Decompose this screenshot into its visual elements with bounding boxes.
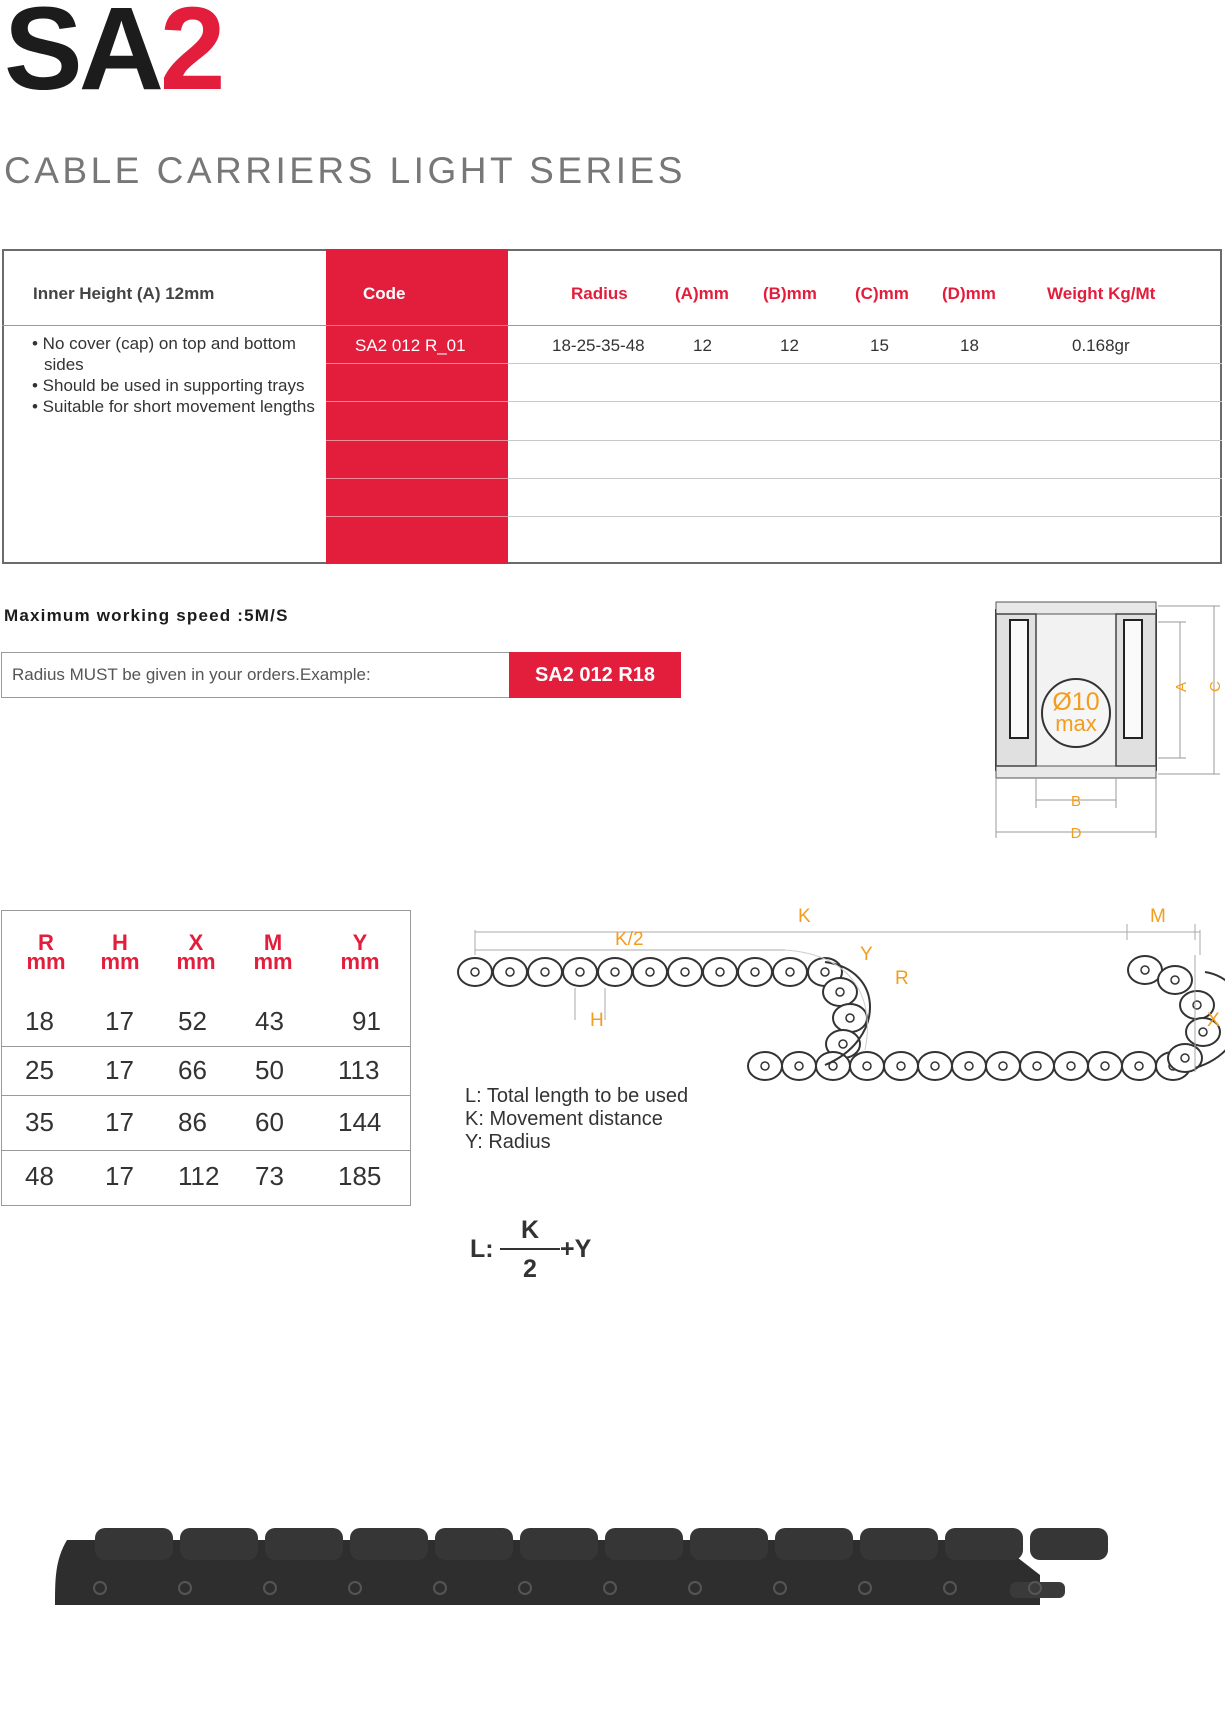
chain-link: [458, 958, 492, 986]
dim-cell: 17: [105, 1107, 134, 1137]
spec-row-divider: [508, 516, 1222, 517]
chain-link: [563, 958, 597, 986]
chain-link: [1122, 1052, 1156, 1080]
order-example-code: SA2 012 R18: [509, 652, 681, 698]
label-k: K: [798, 906, 811, 927]
title-prefix: SA: [4, 0, 160, 115]
dim-cell: 17: [105, 1055, 134, 1085]
chain-link: [1088, 1052, 1122, 1080]
cell-b: 12: [780, 336, 799, 355]
dim-cell: 91: [352, 1006, 381, 1036]
dim-cell: 185: [338, 1161, 382, 1191]
chain-segment: [775, 1528, 853, 1560]
code-row-divider: [326, 440, 508, 441]
code-row-divider: [326, 516, 508, 517]
dim-c-label: C: [1207, 681, 1224, 692]
inner-height-label: Inner Height (A) 12mm: [33, 284, 215, 303]
chain-link: [1158, 966, 1192, 994]
cell-code: SA2 012 R_01: [355, 336, 466, 355]
legend: [465, 1085, 688, 1154]
dim-row-divider: [1, 1046, 411, 1047]
cell-a: 12: [693, 336, 712, 355]
feature-item: • Suitable for short movement lengths: [32, 397, 315, 416]
cell-radius: 18-25-35-48: [552, 336, 645, 355]
dim-cell: 25: [25, 1055, 54, 1085]
spec-row-divider: [508, 401, 1222, 402]
chain-link: [738, 958, 772, 986]
chain-link: [1128, 956, 1162, 984]
dim-cell: 112: [178, 1161, 220, 1191]
dim-cell: 52: [178, 1006, 207, 1036]
cell-c: 15: [870, 336, 889, 355]
code-row-divider: [326, 401, 508, 402]
header-a: (A)mm: [675, 284, 729, 303]
dim-cell: 35: [25, 1107, 54, 1137]
label-h: H: [590, 1010, 604, 1031]
chain-link: [918, 1052, 952, 1080]
dim-header-unit: mm: [253, 949, 293, 974]
feature-item: • No cover (cap) on top and bottom sides: [32, 334, 296, 374]
chain-segment: [180, 1528, 258, 1560]
chain-segment: [520, 1528, 598, 1560]
label-y: Y: [860, 944, 873, 965]
dim-header-r: [11, 930, 81, 974]
chain-link: [1054, 1052, 1088, 1080]
chain-link: [850, 1052, 884, 1080]
chain-link: [833, 1004, 867, 1032]
chain-link: [986, 1052, 1020, 1080]
dim-header-unit: mm: [100, 949, 140, 974]
dim-d-label: D: [1070, 825, 1082, 842]
product-title: [4, 0, 222, 115]
dim-cell: 66: [178, 1055, 207, 1085]
dim-cell: 86: [178, 1107, 207, 1137]
dim-header-letter: Y: [352, 930, 368, 955]
chain-link: [633, 958, 667, 986]
dim-cell: 17: [105, 1006, 134, 1036]
label-k-half: K/2: [615, 929, 644, 950]
chain-links: [458, 956, 1220, 1080]
label-r: R: [895, 968, 909, 989]
dim-cell: 17: [105, 1161, 134, 1191]
cross-section-diagram: [990, 600, 1222, 850]
spec-row-divider: [508, 363, 1222, 364]
hole-size-label: Ø10: [1052, 688, 1100, 716]
chain-link: [703, 958, 737, 986]
dim-header-unit: mm: [176, 949, 216, 974]
dim-header-letter: X: [188, 930, 204, 955]
dim-header-x: [161, 930, 231, 974]
code-row-divider: [326, 478, 508, 479]
product-subtitle: CABLE CARRIERS LIGHT SERIES: [4, 150, 686, 191]
formula-suffix: +Y: [560, 1235, 592, 1263]
chain-segment: [690, 1528, 768, 1560]
dim-cell: 113: [338, 1055, 380, 1085]
header-b: (B)mm: [763, 284, 817, 303]
hole-max-label: max: [1055, 711, 1097, 736]
spec-row-divider: [508, 478, 1222, 479]
chain-link: [528, 958, 562, 986]
chain-segment: [860, 1528, 938, 1560]
legend-item: L: Total length to be used: [465, 1085, 689, 1107]
chain-segment: [95, 1528, 173, 1560]
header-d: (D)mm: [942, 284, 996, 303]
header-code: Code: [363, 284, 406, 303]
dim-header-letter: R: [38, 930, 54, 955]
product-chain-image: [55, 1520, 1165, 1620]
dim-cell: 48: [25, 1161, 54, 1191]
label-m: M: [1150, 906, 1166, 927]
dim-cell: 43: [255, 1006, 284, 1036]
dim-header-h: [85, 930, 155, 974]
feature-item: • Should be used in supporting trays: [32, 376, 305, 395]
code-row-divider: [326, 363, 508, 364]
chain-link: [782, 1052, 816, 1080]
dim-b-label: B: [1070, 793, 1082, 810]
feature-list: [32, 333, 322, 417]
chain-link: [668, 958, 702, 986]
dim-header-letter: H: [112, 930, 128, 955]
chain-link: [748, 1052, 782, 1080]
chain-segment: [605, 1528, 683, 1560]
header-weight: Weight Kg/Mt: [1047, 284, 1156, 303]
dim-header-letter: M: [263, 930, 283, 955]
chain-segment: [265, 1528, 343, 1560]
chain-link: [1020, 1052, 1054, 1080]
length-formula: [468, 1210, 608, 1285]
chain-link: [952, 1052, 986, 1080]
dim-header-unit: mm: [26, 949, 66, 974]
chain-segment: [350, 1528, 428, 1560]
dim-cell: 144: [338, 1107, 382, 1137]
chain-segment: [1030, 1528, 1108, 1560]
formula-denominator: 2: [523, 1255, 537, 1283]
header-radius: Radius: [571, 284, 628, 303]
dim-cell: 18: [25, 1006, 54, 1036]
dim-header-y: [325, 930, 395, 974]
dim-cell: 60: [255, 1107, 284, 1137]
dim-a-label: A: [1173, 681, 1190, 692]
dim-header-m: [238, 930, 308, 974]
max-speed: Maximum working speed :5M/S: [4, 606, 289, 625]
dim-row-divider: [1, 1095, 411, 1096]
legend-item: K: Movement distance: [465, 1108, 663, 1130]
formula-numerator: K: [520, 1216, 540, 1244]
chain-segment: [945, 1528, 1023, 1560]
header-c: (C)mm: [855, 284, 909, 303]
photo-chain: [55, 1528, 1108, 1605]
dim-row-divider: [1, 1150, 411, 1151]
chain-segment: [435, 1528, 513, 1560]
order-note: Radius MUST be given in your orders.Example:: [1, 652, 509, 698]
chain-side-diagram: [455, 900, 1225, 1080]
legend-item: Y: Radius: [465, 1131, 551, 1153]
chain-end-tab: [1010, 1582, 1065, 1598]
chain-link: [598, 958, 632, 986]
label-x: X: [1207, 1010, 1220, 1031]
cell-d: 18: [960, 336, 979, 355]
dim-cell: 73: [255, 1161, 284, 1191]
dim-cell: 50: [255, 1055, 284, 1085]
title-number: 2: [159, 0, 222, 115]
formula-prefix: L:: [470, 1235, 494, 1263]
chain-link: [823, 978, 857, 1006]
dim-header-unit: mm: [340, 949, 380, 974]
spec-row-divider: [508, 440, 1222, 441]
chain-link: [884, 1052, 918, 1080]
chain-link: [773, 958, 807, 986]
cell-weight: 0.168gr: [1072, 336, 1130, 355]
chain-link: [493, 958, 527, 986]
chain-link: [816, 1052, 850, 1080]
spec-header-divider: [2, 325, 1222, 326]
